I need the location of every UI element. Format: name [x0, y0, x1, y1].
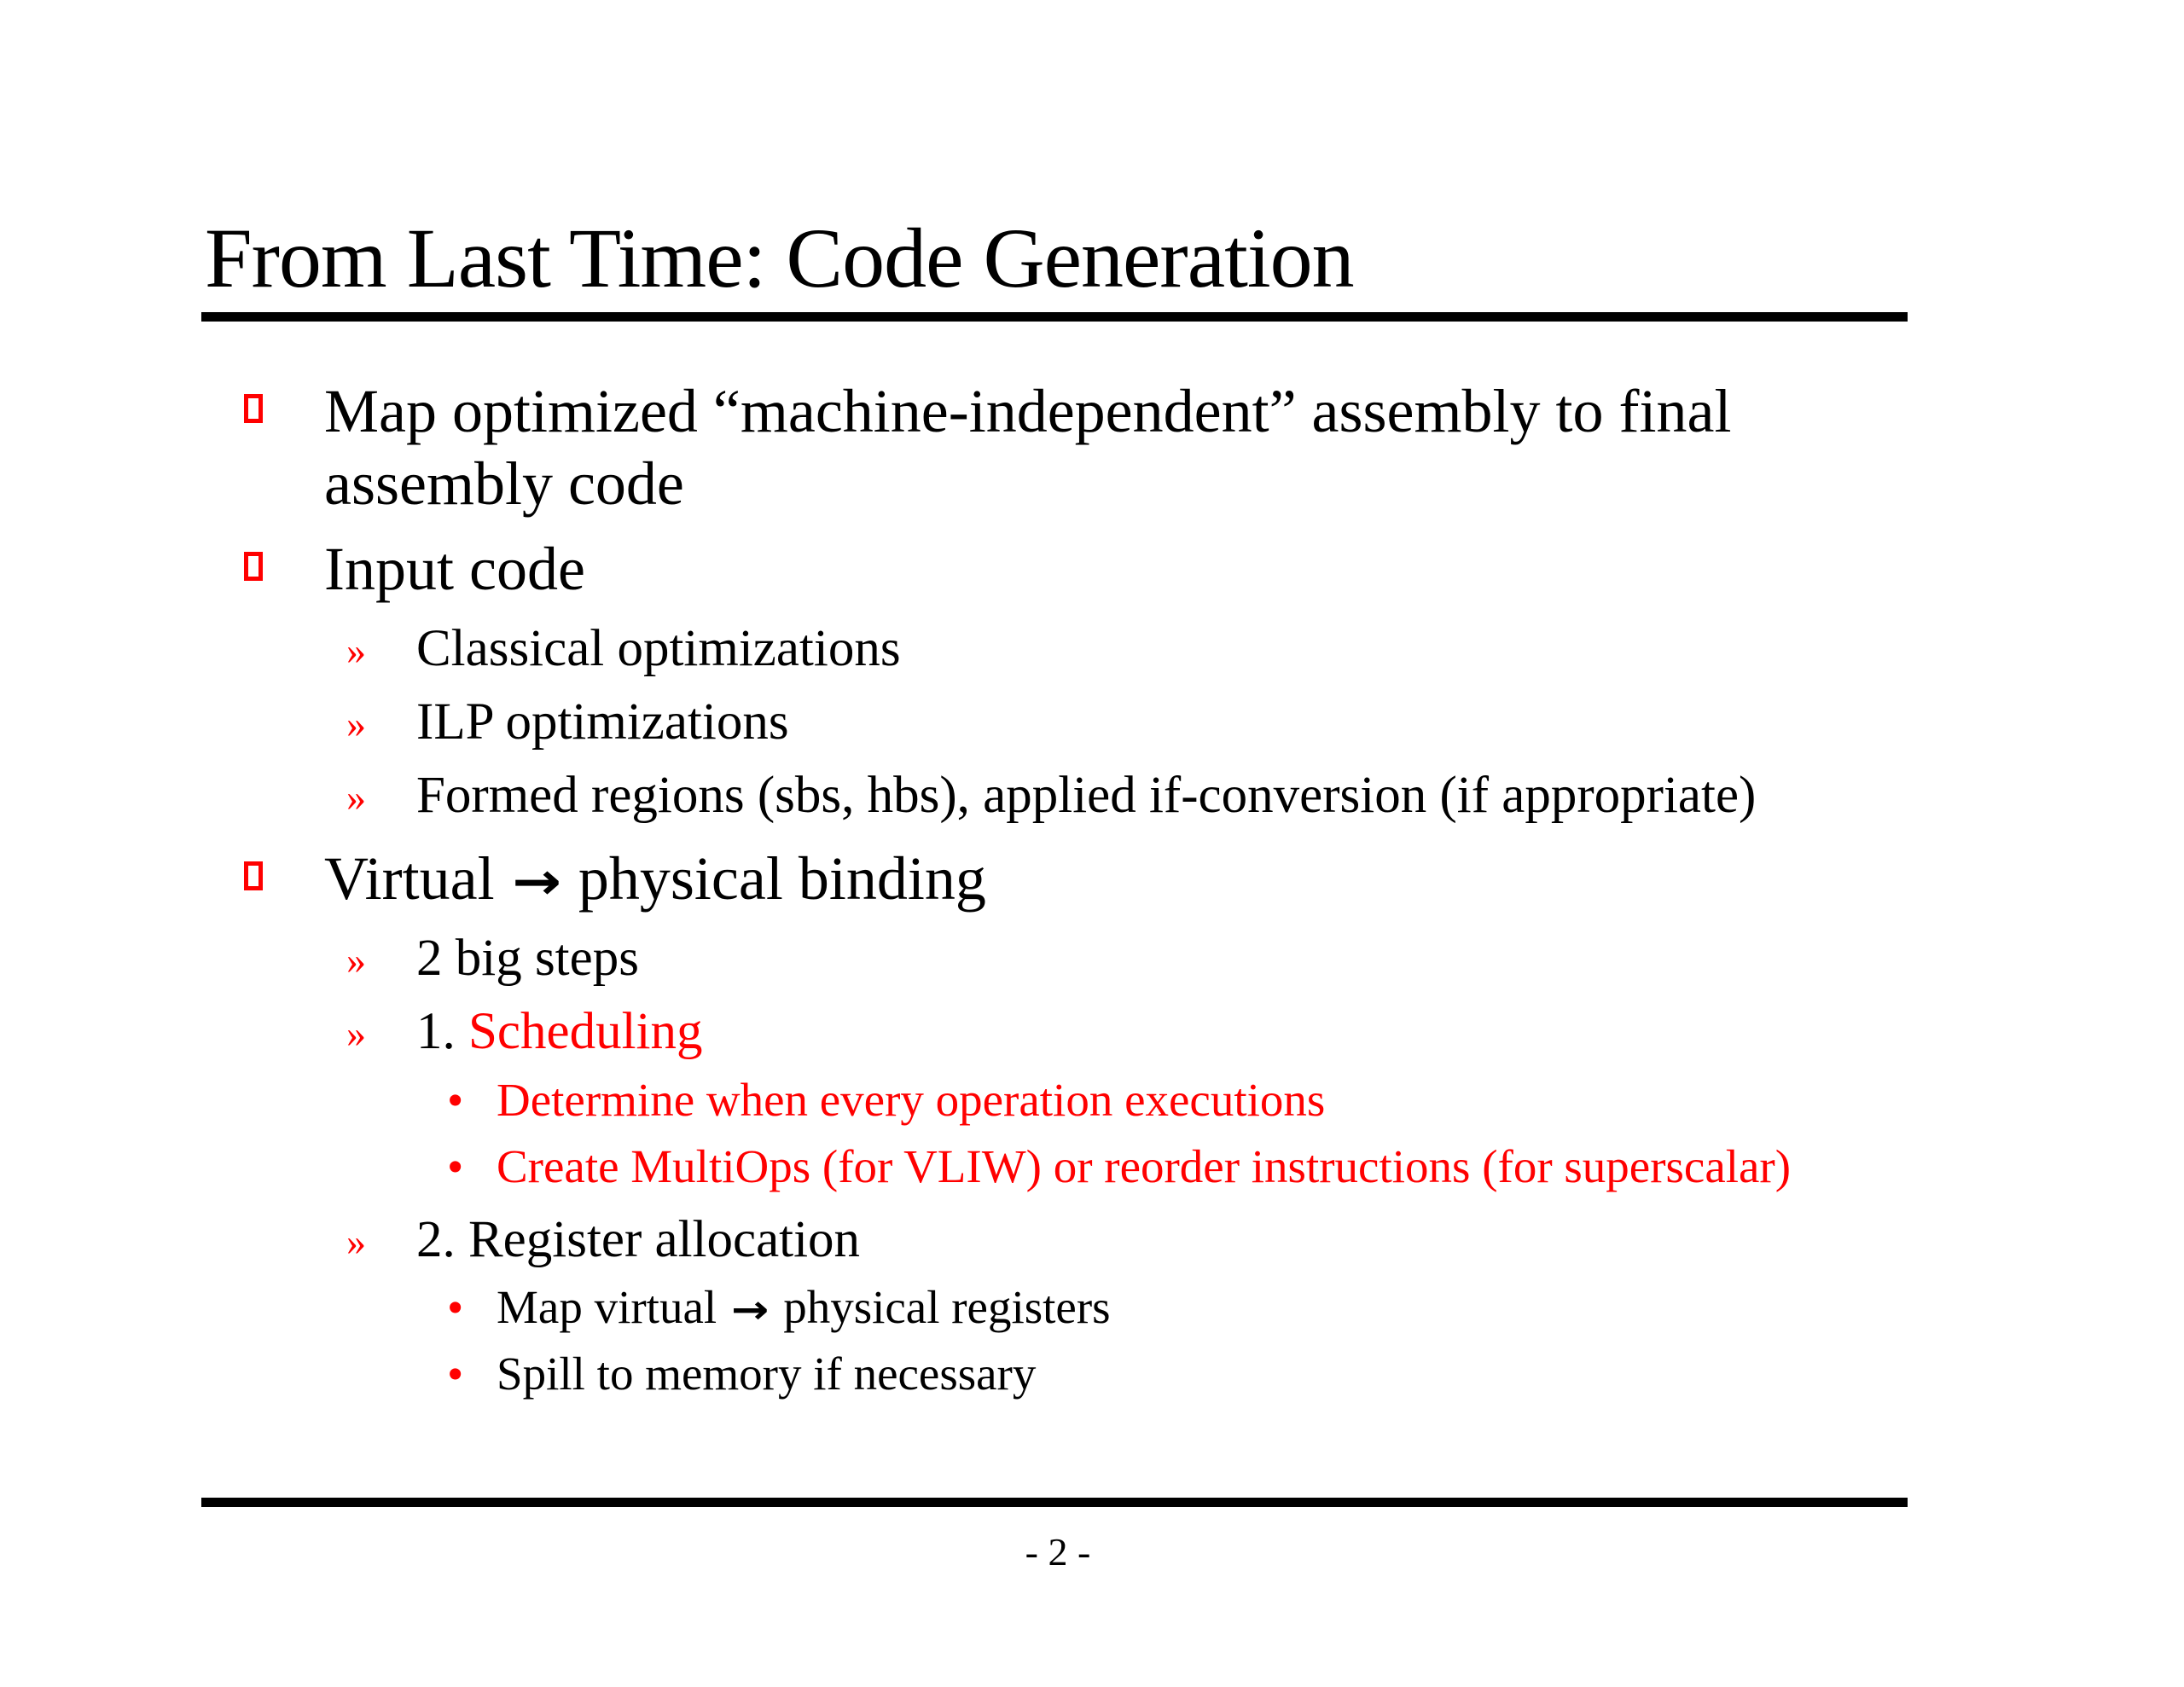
- sub-bullet-text: 2. Register allocation: [416, 1211, 861, 1268]
- dot-icon: •: [447, 1348, 464, 1400]
- sub-sub-bullet-spill: [447, 1346, 1037, 1402]
- sub-bullet-text: Formed regions (sbs, hbs), applied if-conversion (if appropriate): [416, 767, 1757, 824]
- double-chevron-icon: »: [346, 629, 366, 672]
- hollow-square-icon: [244, 394, 263, 423]
- sub-sub-bullet-text-before-arrow: Map virtual: [497, 1281, 717, 1333]
- page-number: - 2 -: [1025, 1530, 1091, 1574]
- bullet-text-line2: assembly code: [324, 449, 684, 518]
- bullet-map-optimized-cont: [324, 448, 684, 519]
- double-chevron-icon: »: [346, 775, 366, 819]
- bullet-map-optimized: [324, 375, 1731, 447]
- dot-icon: •: [447, 1140, 464, 1192]
- bullet-text-after-arrow: physical binding: [578, 844, 986, 913]
- bullet-text-line1: Map optimized “machine-independent” assembly to final: [324, 377, 1732, 445]
- bullet-text-before-arrow: Virtual: [324, 844, 495, 913]
- right-arrow-icon: →: [730, 1286, 770, 1332]
- slide-title: From Last Time: Code Generation: [205, 211, 1354, 305]
- sub-sub-bullet-map-virtual: [447, 1279, 1111, 1337]
- double-chevron-icon: »: [346, 938, 366, 982]
- sub-bullet-register-allocation: [346, 1209, 861, 1271]
- sub-bullet-formed-regions: [346, 765, 1757, 826]
- sub-sub-bullet-text: Spill to memory if necessary: [497, 1348, 1037, 1400]
- sub-sub-bullet-determine: [447, 1072, 1326, 1128]
- right-arrow-icon: →: [511, 852, 561, 912]
- sub-sub-bullet-multiops: [447, 1139, 1792, 1195]
- hollow-square-icon: [244, 552, 263, 581]
- dot-icon: •: [447, 1074, 464, 1126]
- bullet-input-code: [324, 533, 585, 605]
- double-chevron-icon: »: [346, 702, 366, 745]
- double-chevron-icon: »: [346, 1012, 366, 1055]
- footer-divider: [201, 1498, 1908, 1507]
- sub-bullet-scheduling: [346, 1001, 703, 1063]
- sub-bullet-text: 2 big steps: [416, 930, 639, 987]
- sub-bullet-text: Classical optimizations: [416, 620, 901, 677]
- sub-sub-bullet-text: Determine when every operation executions: [497, 1074, 1326, 1126]
- double-chevron-icon: »: [346, 1220, 366, 1263]
- sub-bullet-ilp: [346, 692, 789, 753]
- title-divider: [201, 312, 1908, 322]
- bullet-text: Input code: [324, 535, 585, 603]
- scheduling-highlight: Scheduling: [468, 1003, 703, 1060]
- bullet-virtual-physical: [324, 843, 986, 918]
- sub-bullet-text: ILP optimizations: [416, 693, 789, 751]
- sub-bullet-prefix: 1.: [416, 1003, 456, 1060]
- sub-bullet-classical: [346, 618, 901, 680]
- dot-icon: •: [447, 1281, 464, 1333]
- hollow-square-icon: [244, 861, 263, 890]
- sub-sub-bullet-text-after-arrow: physical registers: [783, 1281, 1111, 1333]
- sub-sub-bullet-text: Create MultiOps (for VLIW) or reorder instructions (for superscalar): [497, 1140, 1792, 1192]
- sub-bullet-two-steps: [346, 928, 639, 989]
